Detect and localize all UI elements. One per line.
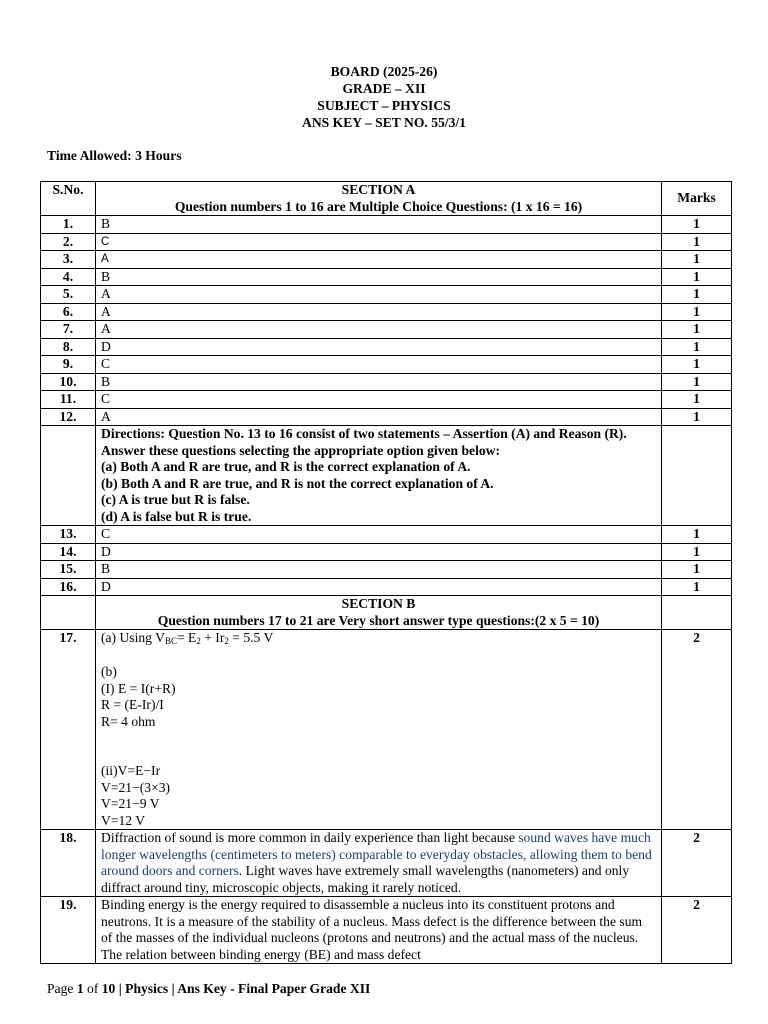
q17-b1: (I) E = I(r+R)	[101, 680, 176, 696]
section-a-subtitle: Question numbers 1 to 16 are Multiple Choice Questions: (1 x 16 = 16)	[174, 198, 583, 214]
table-row	[41, 373, 732, 391]
question-19-row	[41, 897, 732, 964]
directions-intro: Directions: Question No. 13 to 16 consist of two statements – Assertion (A) and Reason (R). Answer these questions selecting the appropriate option given below:	[101, 426, 627, 458]
footer-page-number: 1	[76, 981, 84, 996]
q17-part-a	[101, 630, 656, 648]
question-number: 19.	[41, 897, 96, 964]
table-row	[41, 408, 732, 426]
directions-row	[41, 426, 732, 526]
question-number: 5.	[41, 286, 96, 304]
answer-option: C	[96, 233, 662, 251]
question-number: 8.	[41, 338, 96, 356]
marks-value: 2	[662, 630, 732, 830]
question-number: 15.	[41, 561, 96, 579]
directions-sno-empty	[41, 426, 96, 526]
table-row	[41, 321, 732, 339]
table-row	[41, 233, 732, 251]
table-row	[41, 251, 732, 269]
marks-value: 1	[662, 251, 732, 269]
set-title: ANS KEY – SET NO. 55/3/1	[302, 115, 466, 130]
marks-value: 1	[662, 578, 732, 596]
question-number: 2.	[41, 233, 96, 251]
marks-value: 1	[662, 268, 732, 286]
q17-a-prefix: (a) Using V	[101, 630, 165, 645]
q17-c4: V=12 V	[101, 812, 146, 828]
section-b-marks-empty	[662, 596, 732, 630]
directions-marks-empty	[662, 426, 732, 526]
answer-option: B	[96, 373, 662, 391]
question-number: 7.	[41, 321, 96, 339]
answer-option: D	[96, 543, 662, 561]
answer-option: A	[96, 321, 662, 339]
answer-option: D	[96, 338, 662, 356]
table-row	[41, 391, 732, 409]
marks-value: 1	[662, 321, 732, 339]
answer-option: C	[96, 391, 662, 409]
q17-a-sub1: BC	[164, 636, 177, 646]
table-row	[41, 303, 732, 321]
marks-value: 2	[662, 897, 732, 964]
question-number: 6.	[41, 303, 96, 321]
footer-total-pages: 10	[101, 981, 116, 996]
marks-value: 2	[662, 830, 732, 897]
q17-b-label: (b)	[101, 664, 117, 679]
question-number: 11.	[41, 391, 96, 409]
marks-value: 1	[662, 216, 732, 234]
question-number: 16.	[41, 578, 96, 596]
question-number: 13.	[41, 526, 96, 544]
question-number: 10.	[41, 373, 96, 391]
section-b-title: SECTION B	[341, 596, 416, 611]
table-row	[41, 268, 732, 286]
section-b-heading	[96, 596, 662, 630]
footer-page-word: Page	[47, 981, 77, 996]
table-row	[41, 526, 732, 544]
q18-part2-highlight: sound waves have much longer wavelengths (centimeters to meters) comparable to everyday obstacles, allowing them to bend around doors and corners	[101, 830, 652, 878]
question-18-answer	[96, 830, 662, 897]
answer-option: C	[96, 526, 662, 544]
question-17-answer	[96, 630, 662, 830]
table-row	[41, 356, 732, 374]
grade-title: GRADE – XII	[342, 81, 426, 96]
question-number: 12.	[41, 408, 96, 426]
question-number: 14.	[41, 543, 96, 561]
marks-value: 1	[662, 526, 732, 544]
answer-option: B	[96, 216, 662, 234]
q17-c2: V=21−(3×3)	[101, 779, 171, 795]
page-footer	[47, 981, 370, 997]
q17-a-mid: = E	[176, 630, 197, 645]
question-number: 4.	[41, 268, 96, 286]
directions-text	[96, 426, 662, 526]
directions-d: (d) A is false but R is true.	[101, 508, 252, 524]
marks-value: 1	[662, 356, 732, 374]
question-17-row	[41, 630, 732, 830]
q17-b2: R = (E-Ir)/I	[101, 697, 164, 712]
table-row	[41, 561, 732, 579]
question-number: 1.	[41, 216, 96, 234]
marks-value: 1	[662, 286, 732, 304]
question-19-answer: Binding energy is the energy required to disassemble a nucleus into its constituent protons and neutrons. It is a measure of the stability of a nucleus. Mass defect is the difference between the sum of the masses of the individual nucleons (protons and neutrons) and the actual mass of the nucleus. The relation between binding energy (BE) and mass defect	[96, 897, 662, 964]
q18-part1: Diffraction of sound is more common in daily experience than light because	[101, 830, 519, 845]
directions-c: (c) A is true but R is false.	[101, 492, 250, 507]
answer-option: A	[96, 408, 662, 426]
q17-c1: (ii)V=E−Ir	[101, 763, 161, 778]
answer-option: B	[96, 268, 662, 286]
q17-b3: R= 4 ohm	[101, 713, 156, 729]
question-number: 9.	[41, 356, 96, 374]
q18-part3: . Light waves have extremely small wavelengths (nanometers) and only diffract around tiny, microscopic objects, making it rarely noticed.	[101, 863, 630, 895]
marks-header: Marks	[662, 182, 732, 216]
answer-option: C	[96, 356, 662, 374]
directions-b: (b) Both A and R are true, and R is not the correct explanation of A.	[101, 475, 494, 491]
answer-option: A	[96, 251, 662, 269]
q17-c3: V=21−9 V	[101, 796, 160, 811]
question-18-row	[41, 830, 732, 897]
answer-option: D	[96, 578, 662, 596]
answer-key-table	[40, 181, 732, 964]
spacer	[101, 648, 656, 665]
table-row	[41, 338, 732, 356]
marks-value: 1	[662, 233, 732, 251]
section-b-header-row	[41, 596, 732, 630]
footer-of-word: of	[83, 981, 102, 996]
marks-value: 1	[662, 561, 732, 579]
answer-option: B	[96, 561, 662, 579]
section-a-title: SECTION A	[341, 182, 416, 197]
q17-a-end: = 5.5 V	[228, 630, 274, 645]
table-row	[41, 543, 732, 561]
subject-title: SUBJECT – PHYSICS	[317, 98, 451, 113]
q17-a-sub2: 2	[196, 636, 201, 646]
table-row	[41, 216, 732, 234]
section-a-header-row	[41, 182, 732, 216]
directions-a: (a) Both A and R are true, and R is the correct explanation of A.	[101, 459, 471, 474]
question-number: 18.	[41, 830, 96, 897]
answer-option: A	[96, 303, 662, 321]
section-a-heading	[96, 182, 662, 216]
marks-value: 1	[662, 338, 732, 356]
marks-value: 1	[662, 303, 732, 321]
document-header	[0, 63, 768, 131]
marks-value: 1	[662, 543, 732, 561]
section-b-sno-empty	[41, 596, 96, 630]
spacer	[101, 730, 656, 763]
marks-value: 1	[662, 373, 732, 391]
board-title: BOARD (2025-26)	[330, 64, 438, 79]
q17-a-sub3: 2	[224, 636, 229, 646]
section-b-subtitle: Question numbers 17 to 21 are Very short answer type questions:(2 x 5 = 10)	[157, 612, 600, 628]
marks-value: 1	[662, 391, 732, 409]
sno-header: S.No.	[41, 182, 96, 216]
time-allowed: Time Allowed: 3 Hours	[47, 148, 182, 163]
answer-option: A	[96, 286, 662, 304]
marks-value: 1	[662, 408, 732, 426]
table-row	[41, 286, 732, 304]
footer-title: | Physics | Ans Key - Final Paper Grade XII	[115, 981, 371, 996]
question-number: 17.	[41, 630, 96, 830]
q17-a-mid2: + Ir	[200, 630, 225, 645]
question-number: 3.	[41, 251, 96, 269]
table-row	[41, 578, 732, 596]
